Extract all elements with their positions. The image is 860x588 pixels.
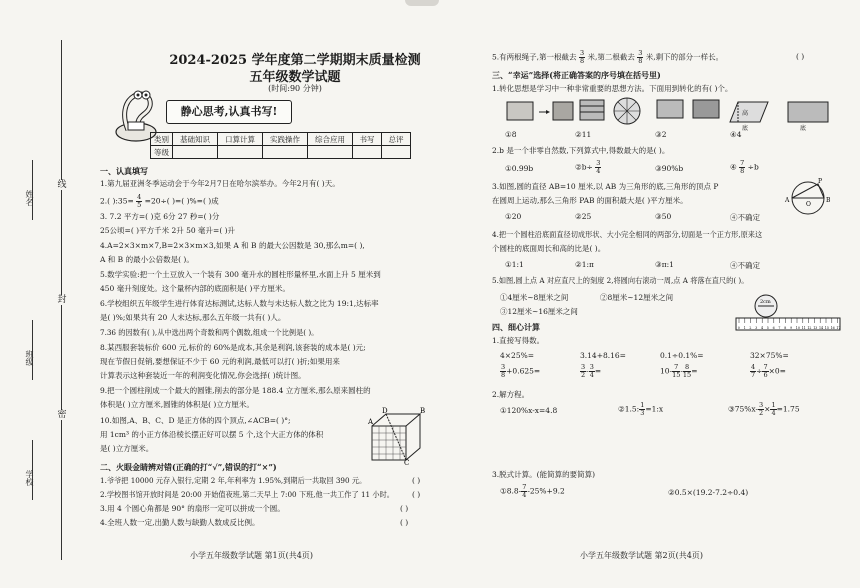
circle-diameter-label: 2cm — [760, 299, 771, 305]
question-7: 7.36 的因数有( ),从中选出两个奇数和两个偶数,组成一个比例是( )。 — [100, 328, 319, 337]
ruler-tick-label: 12 — [807, 326, 812, 330]
score-cell[interactable] — [353, 146, 382, 159]
fraction-seven-sixths: $\frac{7}{6}$ — [763, 363, 768, 379]
choice-5-option-c[interactable]: ③12厘米~16厘米之间 — [500, 307, 578, 316]
equation-heading: 2.解方程。 — [492, 390, 530, 399]
question-10c: 是( )立方厘米。 — [100, 444, 154, 453]
q2-part-a: 2.( ):35= — [100, 196, 134, 206]
q-r5-b: 米,第二根截去 — [587, 52, 635, 62]
question-8b: 现在节假日促销,要想保证不少于 60 元的利润,最低可以打( )折;如果用来 — [100, 357, 340, 366]
question-8c: 计算表示这种套装近一年的利润变化情况,你会选择( )统计图。 — [100, 371, 306, 380]
fraction-one-third: $\frac{1}{3}$ — [640, 401, 645, 417]
ruler-circle-figure — [736, 290, 840, 332]
ruler-tick-label: 10 — [795, 326, 800, 330]
score-row-label: 等级 — [151, 146, 173, 159]
exam-title: 2024-2025 学年度第二学期期末质量检测 — [169, 53, 421, 68]
section-calculation: 四、细心计算 — [492, 322, 540, 332]
circle-triangle-figure — [782, 176, 834, 216]
question-4a: 4.A=2×3×m×7,B=2×3×m×3,如果 A 和 B 的最大公因数是 30,那么m=( ), — [100, 241, 365, 250]
choice-3-option-a[interactable]: ①20 — [505, 212, 522, 221]
stepwise-1[interactable]: ①8.8- $\frac{7}{4}$ -25%+9.2 — [500, 483, 565, 499]
stepwise-2[interactable]: ②0.5×(19.2-7.2÷0.4) — [668, 488, 749, 497]
choice-4-option-a[interactable]: ①1:1 — [505, 260, 524, 269]
fraction-three-fourths: $\frac{3}{4}$ — [596, 159, 601, 175]
score-header-cell: 类别 — [151, 133, 173, 146]
tf-answer-1[interactable]: ( ) — [412, 476, 421, 485]
score-cell[interactable] — [308, 146, 353, 159]
choice-3-option-d[interactable]: ④不确定 — [730, 213, 760, 222]
question-2 — [100, 194, 219, 209]
calc-item[interactable]: 32×75%= — [750, 351, 789, 360]
ruler-tick-label: 11 — [801, 326, 806, 330]
calc-item[interactable]: 0.1÷0.1%= — [660, 351, 704, 360]
q-r5-c: 米,剩下的部分一样长。 — [645, 52, 724, 62]
fraction-three-fourths: $\frac{3}{4}$ — [589, 363, 594, 379]
choice-2-option-d[interactable]: ④ $\frac{7}{8}$ ÷b — [730, 159, 759, 175]
sector-circle-figure — [612, 96, 648, 126]
fraction-four-sevenths: $\frac{4}{7}$ — [751, 363, 756, 379]
score-header-cell: 书写 — [353, 133, 382, 146]
tf-answer-2[interactable]: ( ) — [412, 490, 421, 499]
choice-5: 5.如图,圆上点 A 对应直尺上的刻度 2,将圆向右滚动一周,点 A 将落在直尺的( )。 — [492, 276, 749, 285]
choice-4-option-d[interactable]: ④不确定 — [730, 261, 760, 270]
footer-page-2: 小学五年级数学试题 第2页(共4页) — [580, 551, 703, 560]
q-r5-a: 5.有两根绳子,第一根截去 — [492, 52, 577, 62]
question-6b: 是( )%;如果共有 20 人未达标,那么五年级一共有( )人。 — [100, 313, 286, 322]
rect-figure — [655, 96, 721, 124]
school-label: 学校 — [25, 470, 34, 486]
label-o: O — [806, 201, 811, 208]
school-line — [32, 440, 33, 500]
base-label-2: 底 — [800, 125, 807, 132]
stack-figure — [578, 98, 606, 122]
ruler-tick-label: 0 — [737, 326, 740, 330]
choice-1-option-b[interactable]: ②11 — [575, 130, 592, 139]
class-label: 班级 — [25, 350, 34, 366]
score-cell[interactable] — [382, 146, 411, 159]
stepwise-heading: 3.脱式计算。(能简算的要简算) — [492, 470, 596, 479]
question-5b: 450 毫升刻度处。这个量杯内部的底面积是( )平方厘米。 — [100, 284, 290, 293]
ruler-tick-label: 13 — [813, 326, 818, 330]
parallelogram-figure — [728, 98, 832, 132]
cube-figure — [368, 408, 426, 466]
question-10b: 用 1cm³ 的小正方体沿棱长摆正好可以摆 5 个,这个大正方体的体积 — [100, 430, 324, 439]
seal-mark — [405, 0, 439, 6]
footer-page-1: 小学五年级数学试题 第1页(共4页) — [190, 551, 313, 560]
ruler-tick-label: 7 — [778, 326, 781, 330]
ruler-tick-label: 16 — [830, 326, 835, 330]
question-r5 — [492, 50, 723, 65]
q2-part-b: =20÷( )=( )%=( )成 — [144, 196, 219, 206]
ruler-tick-label: 9 — [790, 326, 793, 330]
question-1: 1.第九届亚洲冬季运动会于今年2月7日在哈尔滨举办。今年2月有( )天。 — [100, 179, 340, 188]
section-fill-in: 一、认真填写 — [100, 166, 148, 176]
question-5a: 5.数学实验:把一个土豆放入一个装有 300 毫升水的圆柱形量杯里,水面上升 5 厘米到 — [100, 270, 381, 279]
calc-item[interactable]: 10- $\frac{7}{15}$ - $\frac{8}{15}$ = — [660, 363, 698, 379]
score-table — [150, 132, 411, 159]
choice-5-option-b[interactable]: ②8厘米~12厘米之间 — [600, 293, 674, 302]
choice-3-option-c[interactable]: ③50 — [655, 212, 672, 221]
height-label: 高 — [742, 110, 749, 117]
name-label: 姓名 — [25, 190, 34, 206]
tf-question-2: 2.学校图书馆开放时间是 20:00 开始值夜班,第二天早上 7:00 下班,他一共工作了 11 小时。 — [100, 490, 394, 499]
fraction-four-fifths: $\frac{4}{5}$ — [137, 193, 142, 209]
equation-3[interactable]: ③75%x- $\frac{3}{2}$ × $\frac{1}{4}$ =1.75 — [728, 401, 800, 417]
score-header-row — [151, 133, 411, 146]
cylinder-figure — [505, 98, 575, 124]
ruler-tick-label: 3 — [755, 326, 758, 330]
label-p: P — [818, 178, 823, 185]
ruler-tick-label: 14 — [819, 326, 824, 330]
score-header-cell: 基础知识 — [173, 133, 218, 146]
choice-1-option-d[interactable]: ④4 — [730, 130, 742, 139]
choice-2: 2.b 是一个非零自然数,下列算式中,得数最大的是( )。 — [492, 146, 670, 155]
equation-2[interactable]: ②1.5: $\frac{1}{3}$ =1:x — [618, 401, 664, 417]
choice-2-option-a[interactable]: ①0.99b — [505, 164, 534, 173]
fraction-one-fourth: $\frac{1}{4}$ — [771, 401, 776, 417]
choice-2-option-c[interactable]: ③90%b — [655, 164, 684, 173]
tf-question-1: 1.爷爷把 10000 元存入银行,定期 2 年,年利率为 1.95%,到期后一共取回 390 元。 — [100, 476, 367, 485]
choice-1-option-a[interactable]: ①8 — [505, 130, 517, 139]
base-label: 底 — [742, 125, 749, 132]
fraction-three-eighths: $\frac{3}{8}$ — [501, 363, 506, 379]
fraction-eight-fifteenths: $\frac{8}{15}$ — [682, 363, 692, 379]
cube-label-d: D — [382, 407, 388, 415]
name-line — [32, 160, 33, 220]
cube-label-b: B — [420, 407, 426, 415]
exam-time: (时间:90 分钟) — [268, 84, 322, 93]
choice-3a: 3.如图,圆的直径 AB=10 厘米,以 AB 为三角形的底,三角形的顶点 P — [492, 182, 719, 191]
choice-4b: 个圆柱的底面周长和高的比是( )。 — [492, 244, 606, 253]
score-cell[interactable] — [263, 146, 308, 159]
question-8a: 8.某西服套装标价 600 元,标价的 60%是成本,其余是利润,该套装的成本是( )元; — [100, 343, 366, 352]
choice-3b: 在圆周上运动,那么三角形 PAB 的面积最大是( )平方厘米。 — [492, 196, 688, 205]
choice-1-option-c[interactable]: ③2 — [655, 130, 667, 139]
score-header-cell: 口算计算 — [218, 133, 263, 146]
choice-2-option-b[interactable]: ②b÷ $\frac{3}{4}$ — [575, 159, 601, 175]
cube-label-c: C — [404, 459, 410, 467]
label-b: B — [826, 197, 831, 204]
calc-item[interactable]: $\frac{3}{8}$ +0.625= — [501, 363, 541, 379]
equation-1[interactable]: ①120%x-x=4.8 — [500, 406, 558, 415]
tf-answer-4[interactable]: ( ) — [400, 518, 409, 527]
binding-word-seal: 封 — [57, 295, 67, 305]
exam-subtitle: 五年级数学试题 — [249, 70, 341, 85]
score-header-cell: 综合应用 — [308, 133, 353, 146]
ruler-tick-label: 15 — [824, 326, 829, 330]
calc-item[interactable]: $\frac{3}{2}$ - $\frac{3}{4}$ = — [581, 363, 602, 379]
calc-item[interactable]: 3.14+8.16= — [580, 351, 626, 360]
score-cell[interactable] — [173, 146, 218, 159]
answer-r5[interactable]: ( ) — [796, 52, 805, 61]
fraction-three-halves: $\frac{3}{2}$ — [759, 401, 764, 417]
tf-answer-3[interactable]: ( ) — [400, 504, 409, 513]
class-line — [32, 320, 33, 380]
direct-answer-heading: 1.直接写得数。 — [492, 336, 545, 345]
score-grade-row — [151, 146, 411, 159]
fraction-three-eighths: $\frac{3}{8}$ — [579, 49, 585, 65]
cube-label-a: A — [368, 418, 374, 426]
fraction-seven-fourths: $\frac{7}{4}$ — [522, 483, 527, 499]
ruler-tick-label: 8 — [784, 326, 787, 330]
ruler-tick-label: 4 — [761, 326, 764, 330]
ruler-tick-label: 1 — [743, 326, 746, 330]
label-a: A — [785, 197, 790, 204]
choice-1: 1.转化思想是学习中一种非常重要的思想方法。下面用到转化的有( )个。 — [492, 84, 733, 93]
question-9a: 9.把一个圆柱削成一个最大的圆锥,削去的部分是 188.4 立方厘米,那么原来圆柱的 — [100, 386, 371, 395]
question-3b: 25公顷=( )平方千米 2升 50 毫升=( )升 — [100, 226, 236, 235]
question-4b: A 和 B 的最小公倍数是( )。 — [100, 255, 194, 264]
score-header-cell: 实践操作 — [263, 133, 308, 146]
question-9b: 体积是( )立方厘米,圆锥的体积是( )立方厘米。 — [100, 400, 254, 409]
section-true-false: 二、火眼金睛辨对错(正确的打“√”,错误的打“×”) — [100, 462, 277, 472]
section-choice: 三、“幸运”选择(将正确答案的序号填在括号里) — [492, 70, 661, 80]
ruler-tick-label: 2 — [749, 326, 752, 330]
motto-bubble: 静心思考,认真书写! — [166, 100, 292, 124]
fraction-three-halves: $\frac{3}{2}$ — [581, 363, 586, 379]
calc-item[interactable]: 4×25%= — [500, 351, 535, 360]
question-6a: 6.学校组织五年级学生进行体育达标测试,达标人数与未达标人数之比为 19:1,达标率 — [100, 299, 379, 308]
question-10a: 10.如图,A、B、C、D 是正方体的四个顶点,∠ACB=( )°; — [100, 416, 291, 425]
binding-margin — [18, 40, 78, 570]
fraction-three-eighths: $\frac{3}{8}$ — [638, 49, 643, 65]
choice-3-option-b[interactable]: ②25 — [575, 212, 592, 221]
choice-4a: 4.把一个圆柱沿底面直径切成形状、大小完全相同的两部分,切面是一个正方形,原来这 — [492, 230, 763, 239]
binding-word-secret: 密 — [57, 410, 67, 420]
fraction-seven-eighths: $\frac{7}{8}$ — [740, 159, 745, 175]
question-3a: 3. 7.2 平方=( )克 6分 27 秒=( )分 — [100, 212, 220, 221]
ruler-tick-label: 6 — [772, 326, 775, 330]
score-cell[interactable] — [218, 146, 263, 159]
ruler-tick-label: 5 — [766, 326, 769, 330]
binding-word-line: 线 — [57, 180, 67, 190]
choice-4-option-b[interactable]: ②1:π — [575, 260, 594, 269]
score-header-cell: 总评 — [382, 133, 411, 146]
ruler-tick-label: 17 — [836, 326, 841, 330]
tf-question-3: 3.用 4 个圆心角都是 90° 的扇形一定可以拼成一个圆。 — [100, 504, 285, 513]
choice-5-option-a[interactable]: ①4厘米~8厘米之间 — [500, 293, 569, 302]
choice-4-option-c[interactable]: ③π:1 — [655, 260, 674, 269]
calc-item[interactable]: $\frac{4}{7}$ ÷ $\frac{7}{6}$ ×0= — [751, 363, 786, 379]
fraction-seven-fifteenths: $\frac{7}{15}$ — [672, 363, 681, 379]
tf-question-4: 4.全班人数一定,出勤人数与缺勤人数成反比例。 — [100, 518, 260, 527]
